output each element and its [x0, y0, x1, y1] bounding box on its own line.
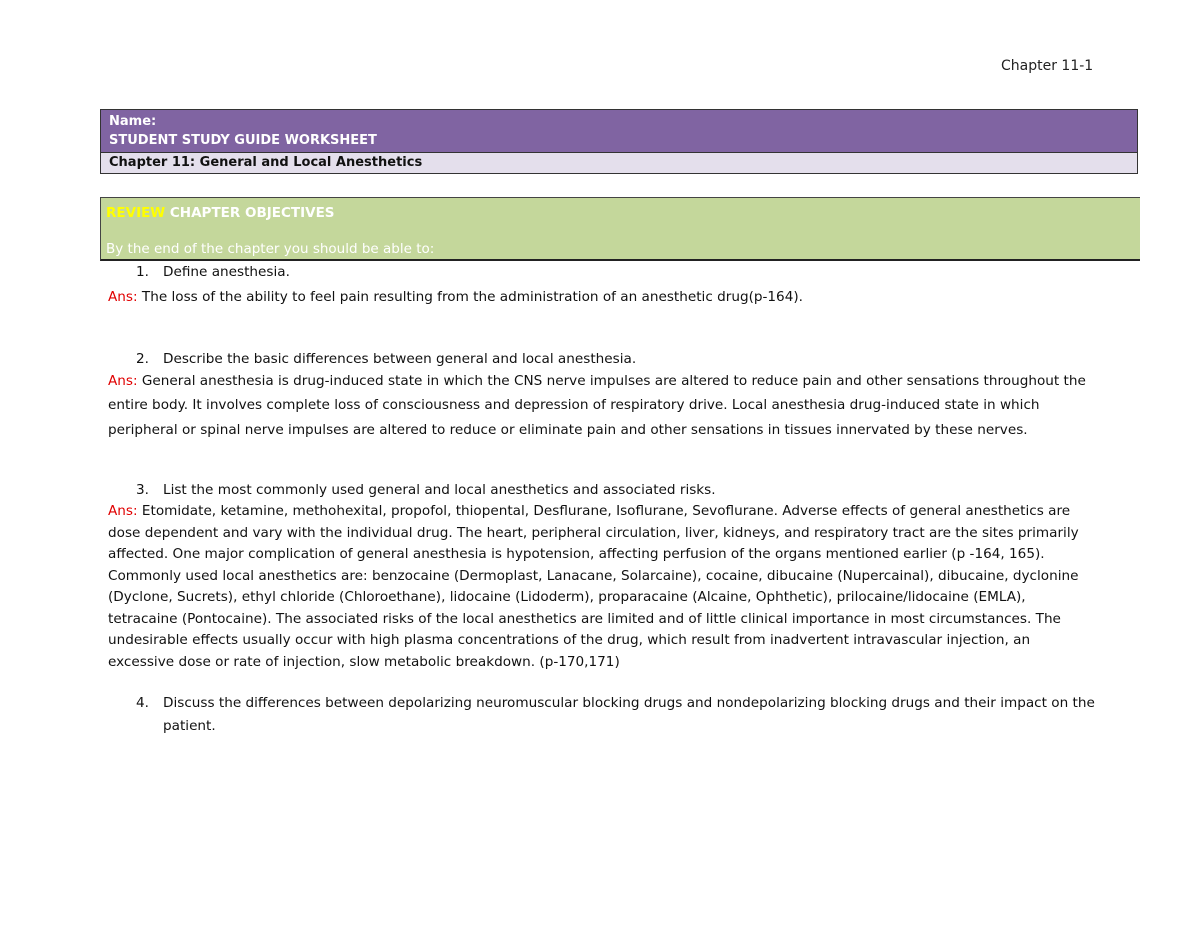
questions-list: [108, 262, 1098, 738]
question-text: 3. List the most commonly used general and local anesthetics and associated risks.: [108, 480, 1098, 501]
question-number: 1.: [136, 264, 149, 280]
objectives-subtitle: By the end of the chapter you should be able to:: [106, 241, 435, 257]
answer-text: Ans: Etomidate, ketamine, methohexital, propofol, thiopental, Desflurane, Isoflurane, Sevoflurane. Adverse effects of general anesthetics are dose dependent and vary with the individual drug. The heart, peripheral circulation, liver, kidneys, and respiratory tract are the sites primarily affected. One major complication of general anesthesia is hypotension, affecting perfusion of the organs mentioned earlier (p -164, 165).: [108, 503, 1079, 562]
name-label: Name:: [109, 114, 157, 129]
objectives-title: [106, 203, 1135, 223]
header-purple-band: [101, 110, 1137, 153]
question-item-3: [108, 480, 1098, 673]
question-number: 4.: [136, 695, 149, 711]
answer-text-continued: Commonly used local anesthetics are: benzocaine (Dermoplast, Lanacane, Solarcaine), cocaine, dibucaine (Nupercainal), dibucaine, dyclonine (Dyclone, Sucrets), ethyl chloride (Chloroethane), lidocaine (Lidoderm), proparacaine (Alcaine, Ophthetic), prilocaine/lidocaine (EMLA), tetracaine (Pontocaine). The associated risks of the local anesthetics are limited and of little clinical importance in most circumstances. The undesirable effects usually occur with high plasma concentrations of the drug, which result from inadvertent intravascular injection, an excessive dose or rate of injection, slow metabolic breakdown. (p-170,171): [108, 567, 1079, 670]
question-number: 2.: [136, 350, 149, 367]
answer-text: Ans: General anesthesia is drug-induced state in which the CNS nerve impulses are altered to reduce pain and other sensations throughout the entire body. It involves complete loss of consciousness and depression of respiratory drive. Local anesthesia drug-induced state in which peripheral or spinal nerve impulses are altered to reduce or eliminate pain and other sensations in tissues innervated by these nerves.: [108, 372, 1086, 438]
question-text: 1. Define anesthesia.: [108, 262, 1098, 283]
objectives-title-rest: CHAPTER OBJECTIVES: [165, 205, 335, 221]
question-text: 2. Describe the basic differences between general and local anesthesia.: [108, 349, 1098, 370]
question-item-1: [108, 262, 1098, 310]
question-text: 4. Discuss the differences between depolarizing neuromuscular blocking drugs and nondepolarizing blocking drugs and their impact on the patient.: [108, 692, 1098, 738]
worksheet-title: STUDENT STUDY GUIDE WORKSHEET: [109, 133, 377, 148]
question-item-2: [108, 349, 1098, 443]
page-number: Chapter 11-1: [1001, 58, 1094, 74]
answer-text: Ans: The loss of the ability to feel pain resulting from the administration of an anesthetic drug(p-164).: [108, 289, 803, 305]
answer-label: Ans:: [108, 503, 138, 519]
question-item-4: [108, 692, 1098, 738]
objectives-box: [100, 197, 1140, 261]
objectives-title-highlight: REVIEW: [106, 205, 166, 221]
chapter-title: Chapter 11: General and Local Anesthetics: [101, 153, 1137, 173]
answer-label: Ans:: [108, 372, 138, 389]
question-number: 3.: [136, 482, 149, 498]
answer-label: Ans:: [108, 289, 138, 305]
worksheet-header: [100, 109, 1138, 174]
